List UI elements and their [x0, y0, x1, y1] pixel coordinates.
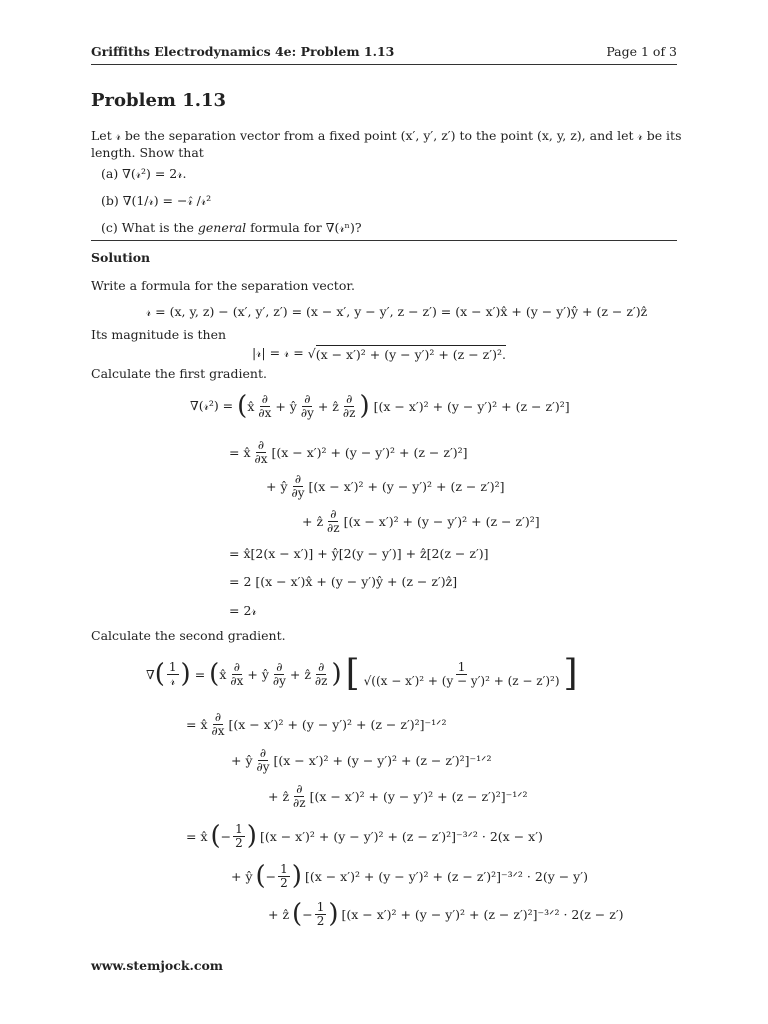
gradient2-definition: ∇ ( $\frac{1}{\text{𝓇}}$ ) = ( x̂ $\frac{\partial}{\partial x}$ + ŷ $\frac{\partial}{\partial y}$ + ẑ $\frac{\partial}{\partial z}$ ) [ $\frac{1}{\text{√((x − x′)² + (y − y′)² + (z − z′)²)}}$ ]	[146, 653, 578, 694]
statement-rule	[91, 240, 677, 241]
gradient2-line-x: = x̂ $\frac{\partial}{\partial x}$ [(x − x′)² + (y − y′)² + (z − z′)²]⁻¹ᐟ²	[186, 709, 447, 738]
header-title: Griffiths Electrodynamics 4e: Problem 1.13	[91, 44, 395, 59]
gradient1-line-5: = 2 [(x − x′)x̂ + (y − y′)ŷ + (z − z′)ẑ]	[229, 574, 458, 589]
gradient2-line-4: = x̂ ( − $\frac{1}{2}$ ) [(x − x′)² + (y − y′)² + (z − z′)²]⁻³ᐟ² · 2(x − x′)	[186, 821, 543, 851]
statement-line-1: Let 𝓇 be the separation vector from a fixed point (x′, y′, z′) to the point (x, y, z), and let 𝓇 be its	[91, 128, 682, 143]
part-b: (b) ∇(1/𝓇) = −𝓇̂ /𝓇²	[101, 193, 212, 208]
footer-website: www.stemjock.com	[91, 958, 224, 973]
gradient2-line-5: + ŷ ( − $\frac{1}{2}$ ) [(x − x′)² + (y − y′)² + (z − z′)²]⁻³ᐟ² · 2(y − y′)	[231, 861, 588, 891]
second-gradient-intro: Calculate the second gradient.	[91, 628, 286, 643]
gradient2-line-6: + ẑ ( − $\frac{1}{2}$ ) [(x − x′)² + (y − y′)² + (z − z′)²]⁻³ᐟ² · 2(z − z′)	[268, 899, 624, 929]
gradient1-line-z: + ẑ $\frac{\partial}{\partial z}$ [(x − x′)² + (y − y′)² + (z − z′)²]	[302, 506, 540, 535]
magnitude-intro: Its magnitude is then	[91, 327, 227, 342]
first-gradient-intro: Calculate the first gradient.	[91, 366, 267, 381]
gradient1-definition: ∇(𝓇²) = ( x̂ $\frac{\partial}{\partial x}$ + ŷ $\frac{\partial}{\partial y}$ + ẑ $\frac{\partial}{\partial z}$ ) [(x − x′)² + (y − y′)² + (z − z′)²]	[190, 391, 570, 421]
solution-heading: Solution	[91, 250, 151, 265]
gradient1-line-4: = x̂[2(x − x′)] + ŷ[2(y − y′)] + ẑ[2(z − z′)]	[229, 546, 489, 561]
solution-intro: Write a formula for the separation vector.	[91, 278, 355, 293]
problem-title: Problem 1.13	[91, 90, 227, 111]
gradient1-line-x: = x̂ $\frac{\partial}{\partial x}$ [(x − x′)² + (y − y′)² + (z − z′)²]	[229, 437, 468, 466]
gradient2-line-z: + ẑ $\frac{\partial}{\partial z}$ [(x − x′)² + (y − y′)² + (z − z′)²]⁻¹ᐟ²	[268, 781, 528, 810]
page-number: Page 1 of 3	[606, 44, 677, 59]
gradient1-line-y: + ŷ $\frac{\partial}{\partial y}$ [(x − x′)² + (y − y′)² + (z − z′)²]	[266, 471, 505, 500]
magnitude-equation: |𝓇| = 𝓇 = √ (x − x′)² + (y − y′)² + (z − z′)².	[252, 345, 506, 362]
part-c: (c) What is the general formula for ∇(𝓇ⁿ)?	[101, 220, 362, 235]
header-rule	[91, 64, 677, 65]
separation-vector-equation: 𝓇 = (x, y, z) − (x′, y′, z′) = (x − x′, y − y′, z − z′) = (x − x′)x̂ + (y − y′)ŷ + (z − z′)ẑ	[146, 304, 648, 319]
part-a: (a) ∇(𝓇²) = 2𝓇.	[101, 166, 187, 181]
statement-line-2: length. Show that	[91, 145, 204, 160]
gradient1-result: = 2𝓇	[229, 603, 257, 618]
page-header	[91, 44, 677, 62]
gradient2-line-y: + ŷ $\frac{\partial}{\partial y}$ [(x − x′)² + (y − y′)² + (z − z′)²]⁻¹ᐟ²	[231, 745, 492, 774]
